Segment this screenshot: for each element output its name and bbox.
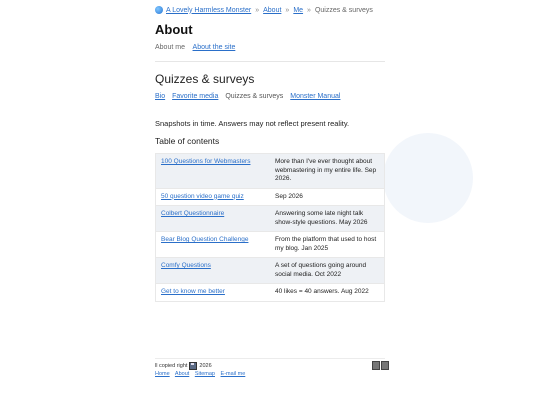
section-tabs — [155, 93, 345, 100]
footer-badges — [372, 361, 389, 370]
toc-description: A set of questions going around social media. Oct 2022 — [270, 258, 385, 284]
breadcrumb-about-link[interactable]: About — [263, 6, 282, 14]
about-subnav — [155, 44, 235, 51]
toc-description: More than I've ever thought about webmastering in my entire life. Sep 2026. — [270, 154, 385, 189]
toc-description: Sep 2026 — [270, 188, 385, 206]
tab-bio[interactable]: Bio — [155, 93, 166, 100]
breadcrumb-separator: » — [285, 6, 290, 14]
breadcrumb — [155, 6, 373, 14]
globe-icon — [155, 6, 163, 14]
table-row — [156, 206, 385, 232]
table-row — [156, 154, 385, 189]
background-circle — [383, 133, 473, 223]
table-row — [156, 188, 385, 206]
footer-link-email[interactable]: E-mail me — [220, 371, 246, 377]
table-row — [156, 258, 385, 284]
breadcrumb-me-link[interactable]: Me — [293, 6, 304, 14]
toc-link[interactable]: 100 Questions for Webmasters — [161, 158, 251, 165]
toc-title: Table of contents — [155, 136, 220, 146]
subnav-about-site-link[interactable]: About the site — [192, 44, 236, 51]
floppy-disk-icon — [189, 362, 197, 370]
table-row — [156, 232, 385, 258]
divider — [155, 61, 385, 62]
copyright-year: 2026 — [199, 363, 212, 369]
subnav-current: About me — [155, 44, 185, 51]
breadcrumb-site-link[interactable]: A Lovely Harmless Monster — [166, 6, 252, 14]
breadcrumb-separator: » — [255, 6, 260, 14]
footer-links — [155, 371, 249, 377]
copyright-prefix: ll copied right — [155, 363, 188, 369]
page-title: About — [155, 22, 193, 37]
toc-link[interactable]: Comfy Questions — [161, 262, 211, 269]
badge-icon — [381, 361, 389, 370]
toc-description: From the platform that used to host my blog. Jan 2025 — [270, 232, 385, 258]
toc-description: 40 likes = 40 answers. Aug 2022 — [270, 284, 385, 302]
footer-link-home[interactable]: Home — [155, 371, 170, 377]
toc-link[interactable]: 50 question video game quiz — [161, 192, 244, 200]
breadcrumb-separator: » — [307, 6, 311, 14]
toc-link[interactable]: Bear Blog Question Challenge — [161, 236, 249, 243]
toc-link[interactable]: Get to know me better — [161, 288, 225, 295]
tab-monster-manual[interactable]: Monster Manual — [290, 93, 341, 100]
badge-icon — [372, 361, 380, 370]
tab-favorite-media[interactable]: Favorite media — [172, 93, 219, 100]
footer-divider — [155, 358, 385, 359]
intro-text: Snapshots in time. Answers may not reflect present reality. — [155, 119, 350, 128]
breadcrumb-current: Quizzes & surveys — [314, 6, 373, 14]
tab-quizzes-surveys: Quizzes & surveys — [225, 93, 284, 100]
table-row — [156, 284, 385, 302]
toc-table — [155, 153, 385, 302]
footer-link-about[interactable]: About — [174, 371, 190, 377]
section-title: Quizzes & surveys — [155, 72, 255, 86]
toc-description: Answering some late night talk show-style questions. May 2026 — [270, 206, 385, 232]
footer-link-sitemap[interactable]: Sitemap — [194, 371, 215, 377]
footer-copyright — [155, 362, 212, 370]
toc-link[interactable]: Colbert Questionnaire — [161, 210, 225, 217]
